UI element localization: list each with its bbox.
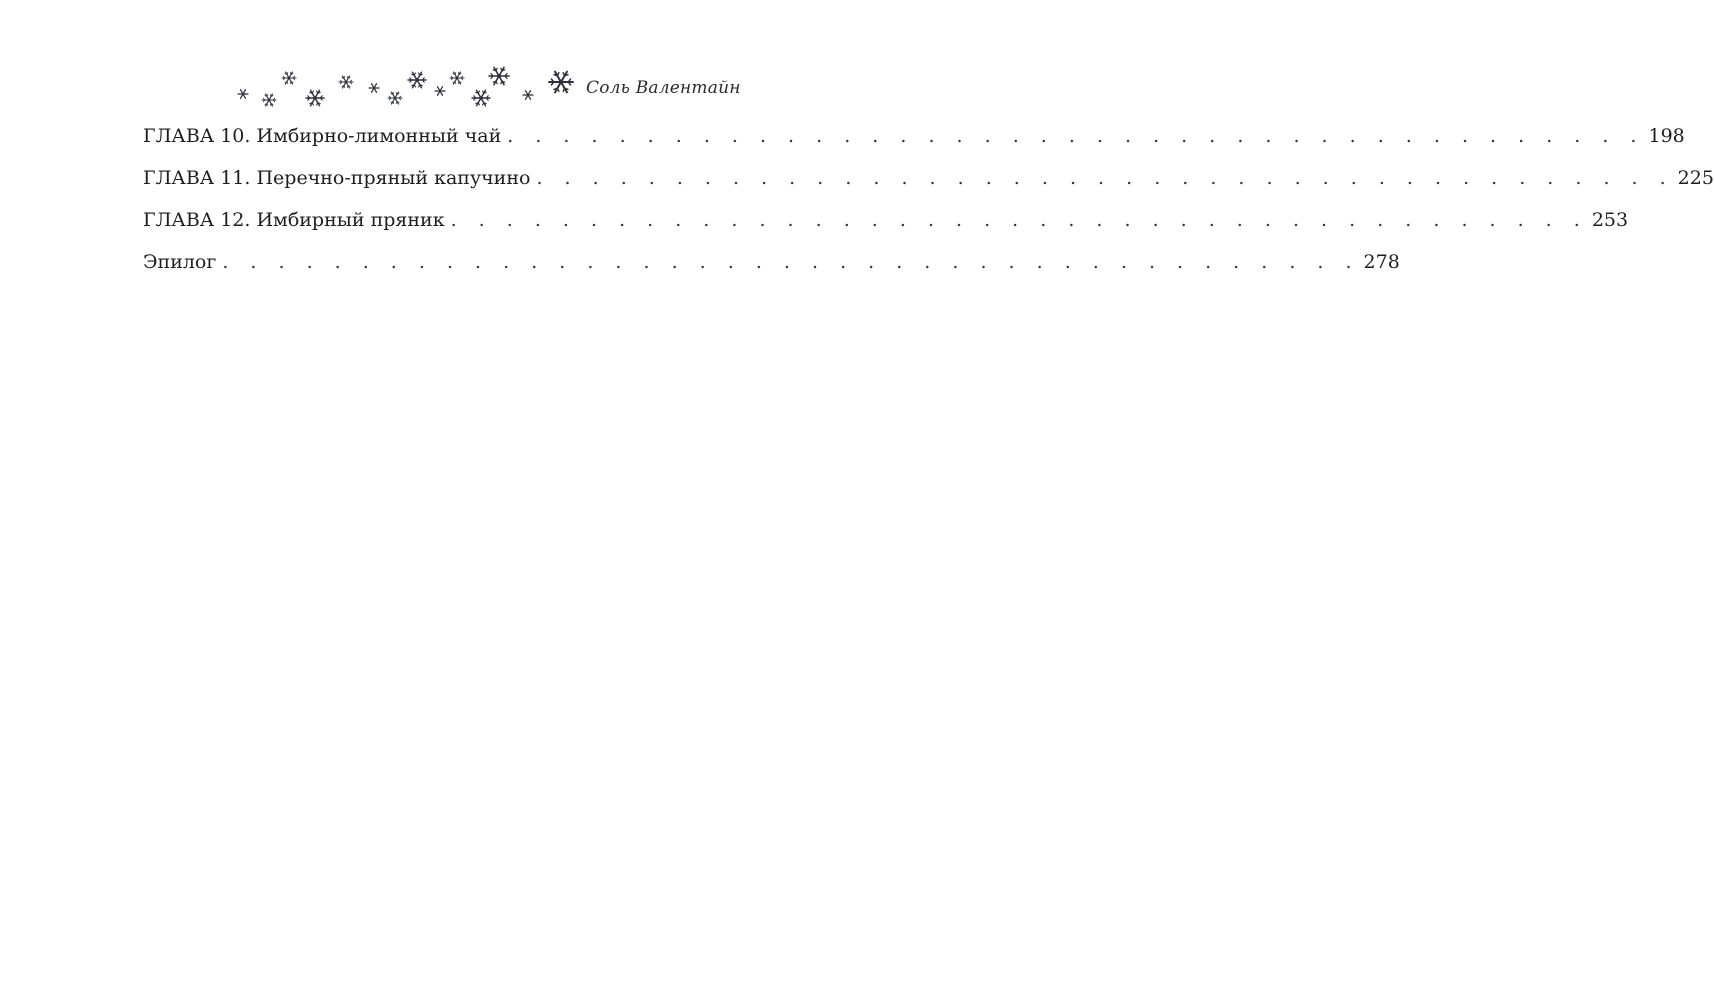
snowflake-icon — [472, 90, 490, 106]
toc-entry-title: ГЛАВА 11. Перечно-пряный капучино — [143, 167, 531, 189]
toc-entry — [143, 122, 1685, 164]
dot-leader: . . . . . . . . . . . . . . . . . . . . . . . . . . . . . . . . . . . . . . . . . — [222, 251, 1360, 273]
snowflake-icon — [435, 87, 445, 96]
snowflake-icon — [549, 72, 573, 93]
snowflake-icon — [339, 76, 353, 88]
dot-leader: . . . . . . . . . . . . . . . . . . . . . . . . . . . . . . . . . . . . . . . . . — [450, 209, 1588, 231]
toc-entry-page: 225 — [1677, 167, 1714, 189]
toc-entry-page: 278 — [1363, 251, 1400, 273]
toc-entry-page: 253 — [1591, 209, 1629, 231]
toc-entry-title: ГЛАВА 10. Имбирно-лимонный чай — [143, 125, 502, 147]
snowflake-icon — [238, 90, 248, 99]
snowflake-icon — [262, 94, 276, 106]
author-name: Соль Валентайн — [586, 78, 741, 98]
snowflake-icon — [523, 91, 533, 100]
running-header — [230, 62, 741, 112]
snowflake-icon — [369, 84, 379, 93]
dot-leader: . . . . . . . . . . . . . . . . . . . . . . . . . . . . . . . . . . . . . . . . . — [507, 125, 1645, 147]
table-of-contents — [143, 122, 1714, 290]
toc-entry-title: ГЛАВА 12. Имбирный пряник — [143, 209, 445, 231]
snowflake-icon — [388, 92, 402, 104]
snowflake-icon — [408, 72, 426, 88]
snowflake-icon — [282, 72, 296, 84]
snowflake-icon — [489, 67, 509, 84]
snowflake-icon — [306, 90, 324, 106]
toc-entry-page: 198 — [1648, 125, 1685, 147]
snowflake-icon — [450, 72, 464, 84]
toc-entry-title: Эпилог — [143, 251, 217, 273]
toc-entry — [143, 206, 1629, 248]
snowflake-ornament — [230, 62, 580, 112]
toc-entry — [143, 164, 1714, 206]
dot-leader: . . . . . . . . . . . . . . . . . . . . . . . . . . . . . . . . . . . . . . . . . — [536, 167, 1674, 189]
toc-entry — [143, 248, 1400, 290]
